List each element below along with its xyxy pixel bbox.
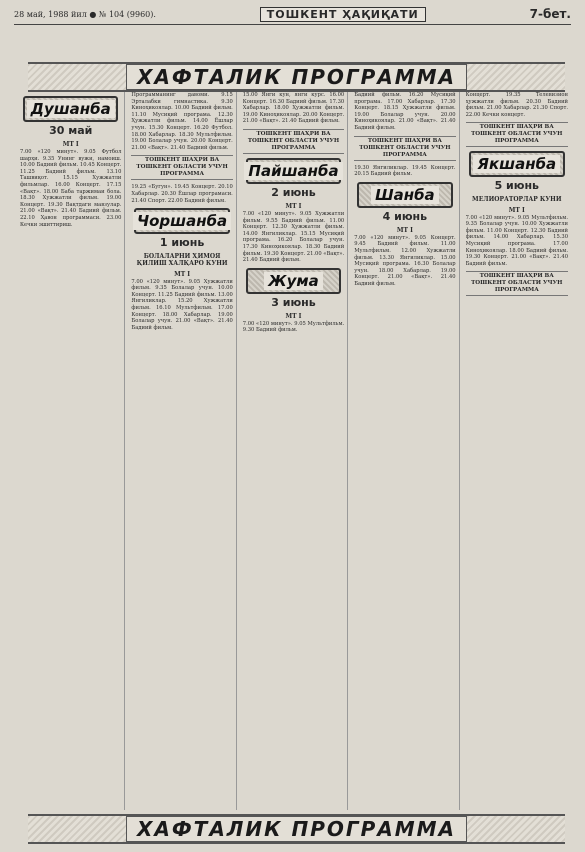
day-heading [469, 151, 565, 177]
channel-heading: МТ I [285, 202, 302, 210]
day-heading [246, 158, 341, 184]
program-listing: 7.00 «120 минут». 9.05 Мультфильм. 9.35 Болалар учун. 10.00 Хужжатли фильм. 11.00 Концерт. 12.30 Бадиий фильм. 14.00 Хабарлар. 15.30 Мусиқий програма. 17.00 Киноҳикоялар. 18.00 Бадиий фильм. 19.30 Концерт. 21.00 «Вақт». 21.40 Бадиий фильм. [465, 214, 568, 267]
channel-heading: МТ I [62, 141, 79, 148]
banner-bottom [28, 814, 565, 844]
day-date: 3 июнь [271, 295, 316, 309]
program-listing: 7.00 «120 минут». 9.05 Концерт. 9.45 Бадиий фильм. 11.00 Мультфильм. 12.00 Хужжатли фильм. 13.30 Янгиликлар. 15.00 Мусиқий програма. 16.30 Болалар учун. 18.00 Хабарлар. 19.00 Концерт. 21.00 «Вақт». 21.40 Бадиий фильм. [354, 234, 456, 287]
special-heading: БОЛАЛАРНИ ҲИМОЯ ҚИЛИШ ХАЛҚАРО КУНИ [136, 253, 228, 268]
program-column [20, 92, 125, 810]
program-listing: 7.00 «120 минут». 9.05 Хужжатли фильм. 9.35 Болалар учун. 10.00 Концерт. 11.25 Бадиий фильм. 13.00 Янгиликлар. 15.20 Хужжатли фильм. 16.10 Мультфильм. 17.00 Концерт. 18.00 Хабарлар. 19.00 Болалар учун. 21.00 «Вақт». 21.40 Бадиий фильм. [131, 278, 233, 331]
day-date: 2 июнь [271, 185, 316, 199]
program-column [243, 92, 348, 810]
program-listing: 7.00 «120 минут». 9.05 Хужжатли фильм. 9.55 Бадиий фильм. 11.00 Концерт. 12.30 Ҳужжатли фильм. 14.00 Янгиликлар. 15.15 Мусиқий програма. 16.20 Болалар учун. 17.30 Киноҳикоялар. 18.30 Бадиий фильм. 19.30 Концерт. 21.00 «Вақт». 21.40 Бадиий фильм. [242, 210, 345, 264]
channel-heading: МТ I [508, 206, 525, 214]
day-date: 5 июнь [494, 179, 540, 193]
day-name: Шанба [371, 186, 439, 204]
page-number: 7-бет. [529, 7, 571, 21]
program-listing: 7.00 «120 минут». 9.05 Футбол шарҳи. 9.35 Унинг вужи, намоиш. 10.00 Бадиий фильм. 10.45 Концерт. 11.25 Бадиий фильм. 13.10 Ташвиқот. 15.15 Хужжатли фильмлар. 16.00 Концерт. 17.15 «Вақт». 18.00 Баба таржимаи бола. 18.30 Хужжатли фильм. 19.00 Концерт. 19.30 Вақтдаги мавзулар. 21.00 «Вақт». 21.40 Бадиий фильм. 22.10 Ҳавон программаси. 23.00 Кечки эшиттириш. [20, 149, 122, 228]
program-column [354, 92, 459, 810]
masthead: ТОШКЕНТ ҲАҚИҚАТИ [260, 7, 426, 22]
day-name: Чоршанба [133, 212, 231, 230]
channel-heading: МТ I [174, 270, 191, 278]
day-name: Душанба [27, 100, 115, 118]
channel-heading: МТ I [285, 312, 302, 320]
regional-heading: ТОШКЕНТ ШАҲРИ ВА ТОШКЕНТ ОБЛАСТИ УЧУН ПРОГРАММА [466, 271, 568, 296]
regional-heading: ТОШКЕНТ ШАҲРИ ВА ТОШКЕНТ ОБЛАСТИ УЧУН ПРОГРАММА [354, 136, 455, 161]
day-heading [357, 182, 452, 208]
program-columns [20, 92, 571, 810]
program-listing: 19.30 Янгиликлар. 19.45 Концерт. 20.15 Бадиий фильм. [354, 164, 456, 178]
day-heading [246, 268, 341, 294]
program-column [131, 92, 236, 810]
program-listing: 7.00 «120 минут». 9.05 Мультфильм. 9.30 Бадиий фильм. [242, 320, 345, 334]
program-listing: Бадиий фильм. 16.20 Мусиқий програма. 17.00 Хабарлар. 17.30 Концерт. 18.15 Ҳужжатли фильм. 19.00 Болалар учун. 20.00 Киноҳикоялар. 21.00 «Вақт». 21.40 Бадиий фильм. [354, 92, 456, 131]
regional-heading: ТОШКЕНТ ШАҲРИ ВА ТОШКЕНТ ОБЛАСТИ УЧУН ПРОГРАММА [243, 129, 344, 154]
regional-heading: ТОШКЕНТ ШАҲРИ ВА ТОШКЕНТ ОБЛАСТИ УЧУН ПРОГРАММА [131, 155, 232, 180]
day-name: Якшанба [473, 155, 560, 173]
program-listing: Концерт. 19.35 Телевизион ҳужжатли фильм. 20.30 Бадиий фильм. 21.00 Хабарлар. 21.30 Спорт. 22.00 Кечки концерт. [465, 92, 568, 118]
day-date: 4 июнь [382, 209, 428, 223]
banner-bottom-text: ХАФТАЛИК ПРОГРАММА [126, 816, 467, 842]
banner-top-text: ХАФТАЛИК ПРОГРАММА [126, 64, 467, 90]
day-date: 1 июнь [159, 236, 205, 250]
banner-top [28, 62, 565, 92]
day-heading [23, 96, 118, 122]
day-name: Жума [264, 272, 323, 290]
issue-date: 28 май, 1988 йил ● № 104 (9960). [14, 9, 156, 19]
program-listing: Программанинг давоми. 9.15 Эрталабки гимнастика. 9.30 Киноҳикоялар. 10.00 Бадиий фильм. 11.10 Мусиқий програма. 12.30 Ҳужжатли фильм. 14.00 Ёшлар учун. 15.30 Концерт. 16.20 Футбол. 18.00 Хабарлар. 18.30 Мультфильм. 19.00 Болалар учун. 20.00 Концерт. 21.00 «Вақт». 21.40 Бадиий фильм. [131, 92, 233, 151]
header-rule [14, 24, 571, 25]
special-heading: МЕЛИОРАТОРЛАР КУНИ [472, 196, 562, 204]
day-heading [134, 208, 229, 234]
program-listing: 19.25 «Бугун». 19.45 Концерт. 20.10 Хабарлар. 20.30 Ёшлар програмаси. 21.40 Спорт. 22.00 Бадиий фильм. [131, 184, 233, 204]
regional-heading: ТОШКЕНТ ШАҲРИ ВА ТОШКЕНТ ОБЛАСТИ УЧУН ПРОГРАММА [466, 122, 568, 147]
page-header [14, 6, 571, 22]
day-date: 30 май [49, 124, 93, 137]
channel-heading: МТ I [396, 226, 413, 234]
program-column [466, 92, 571, 810]
program-listing: 15.00 Янги кун, янги курс. 16.00 Концерт. 16.30 Бадиий фильм. 17.30 Хабарлар. 18.00 Ҳужжатли фильм. 19.00 Киноҳикоялар. 20.00 Концерт. 21.00 «Вақт». 21.40 Бадиий фильм. [242, 92, 345, 125]
day-name: Пайшанба [244, 162, 342, 180]
